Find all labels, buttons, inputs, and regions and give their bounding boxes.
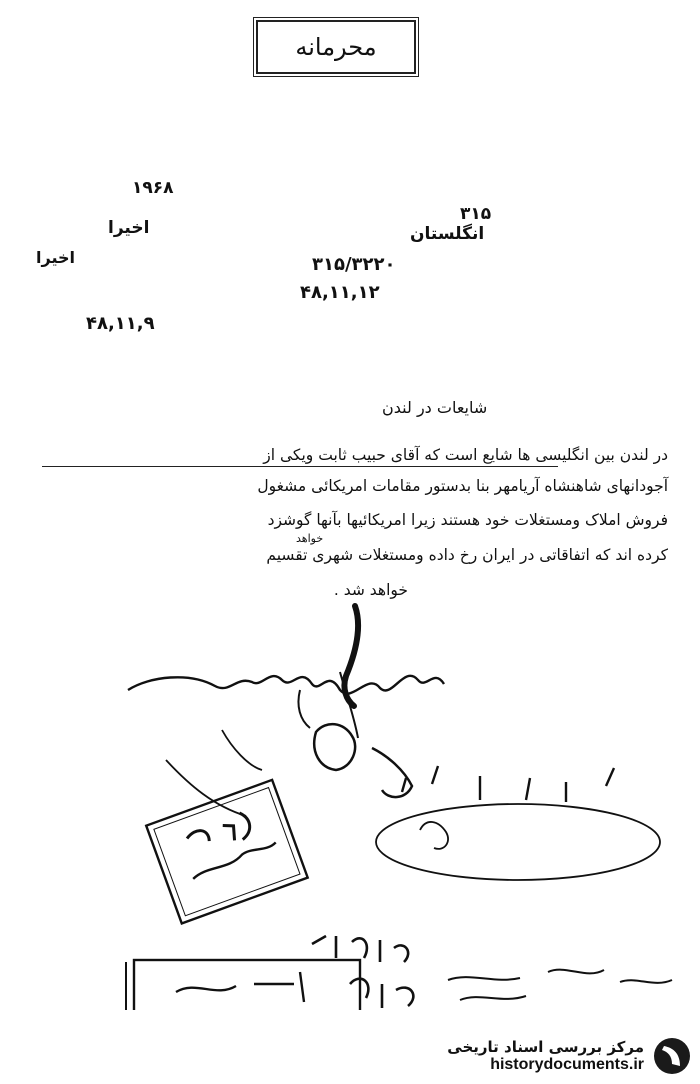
ink-blot — [314, 724, 355, 770]
handwritten-annotations — [0, 590, 700, 1010]
archive-name: مرکز بررسی اسناد تاریخی — [447, 1038, 644, 1056]
handwritten-number — [312, 936, 413, 1008]
register-box — [134, 960, 360, 1010]
date-1: ۴۸,۱۱,۱۲ — [300, 282, 380, 303]
archive-website: historydocuments.ir — [490, 1056, 644, 1073]
marginal-ellipse — [376, 804, 660, 880]
body-line-1: در لندن بین انگلیسی ها شایع است که آقای حبیب ثابت ویکی از — [263, 446, 668, 464]
underline — [42, 466, 558, 467]
receipt-stamp — [146, 780, 307, 924]
classification-label: محرمانه — [295, 33, 377, 61]
classification-stamp — [256, 20, 416, 74]
urgency-mark-1: اخیرا — [108, 218, 150, 238]
body-line-3: فروش املاک ومستغلات خود هستند زیرا امریکائیها بآنها گوشزد — [267, 511, 668, 529]
document-number: ۳۱۵ — [460, 204, 492, 224]
archive-logo-icon — [652, 1034, 692, 1078]
archive-watermark — [447, 1034, 692, 1078]
document-heading: شایعات در لندن — [382, 398, 488, 417]
reference-number: ۳۱۵/۳۲۲۰ — [312, 254, 396, 275]
year: ۱۹۶۸ — [132, 178, 174, 198]
body-line-5: خواهد شد . — [333, 581, 408, 599]
date-2: ۴۸,۱۱,۹ — [86, 313, 155, 334]
body-line-2: آجودانهای شاهنشاه آریامهر بنا بدستور مقامات امریکائی مشغول — [257, 477, 668, 495]
body-line-4: کرده اند که اتفاقاتی در ایران رخ داده ومستغلات شهری تقسیم — [266, 546, 668, 564]
urgency-mark-2: اخیرا — [36, 248, 75, 267]
signature-scribble — [128, 676, 444, 694]
inserted-word: خواهد — [296, 532, 324, 545]
country: انگلستان — [410, 224, 485, 244]
